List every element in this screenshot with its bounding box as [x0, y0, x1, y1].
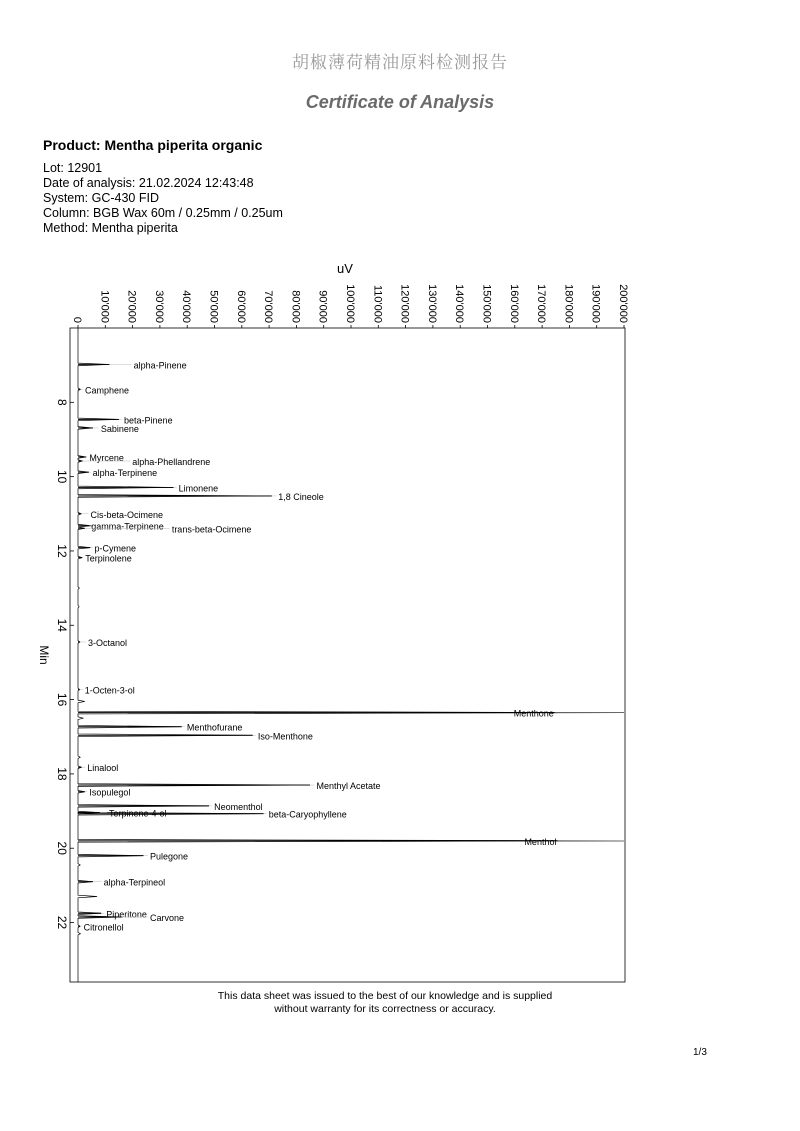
disclaimer-line-1: This data sheet was issued to the best of our knowledge and is supplied	[217, 990, 553, 1002]
x-tick-label: 150'000	[480, 284, 493, 323]
peak-label-3-octanol: 3-Octanol	[88, 637, 128, 648]
peak-label-carvone: Carvone	[149, 912, 185, 923]
analysis-date: Date of analysis: 21.02.2024 12:43:48	[43, 176, 254, 190]
certificate-subtitle: Certificate of Analysis	[305, 92, 495, 112]
x-tick-label: 70'000	[262, 290, 275, 323]
peak-label-cis-beta-ocimene: Cis-beta-Ocimene	[90, 509, 163, 520]
x-axis-ticks	[71, 284, 629, 328]
method-info: Method: Mentha piperita	[43, 221, 178, 235]
x-tick-label: 130'000	[425, 284, 438, 323]
peak-label-p-cymene: p-Cymene	[94, 543, 137, 554]
y-tick-label: 12	[55, 544, 69, 558]
peak-label-isopulegol: Isopulegol	[89, 787, 131, 798]
x-tick-label: 40'000	[180, 290, 193, 323]
peak-label-sabinene: Sabinene	[100, 423, 139, 434]
peak-label-trans-beta-ocimene: trans-beta-Ocimene	[171, 524, 252, 535]
x-tick-label: 0	[71, 316, 83, 323]
peak-label-beta-pinene: beta-Pinene	[124, 415, 173, 426]
peak-label-linalool: Linalool	[87, 763, 119, 774]
y-tick-label: 14	[55, 618, 69, 632]
peak-label-piperitone: Piperitone	[106, 909, 147, 920]
disclaimer	[0, 990, 770, 1016]
peak-label-camphene: Camphene	[85, 385, 130, 396]
page-number: 1/3	[693, 1047, 707, 1058]
lot-number: Lot: 12901	[43, 161, 103, 175]
y-tick-label: 8	[55, 398, 69, 406]
x-tick-label: 170'000	[535, 284, 548, 323]
peak-label-limonene: Limonene	[178, 483, 219, 494]
y-tick-label: 18	[55, 767, 69, 781]
peak-label-alpha-terpinene: alpha-Terpinene	[92, 468, 158, 479]
peak-label-citronellol: Citronellol	[83, 922, 124, 933]
x-tick-label: 200'000	[617, 284, 629, 323]
report-title: 胡椒薄荷精油原料检测报告	[292, 53, 508, 73]
y-tick-label: 20	[55, 841, 69, 855]
x-tick-label: 120'000	[398, 284, 411, 323]
peak-label-iso-menthone: Iso-Menthone	[257, 731, 313, 742]
x-axis-label: uV	[337, 261, 353, 276]
x-tick-label: 100'000	[344, 284, 356, 323]
system-info: System: GC-430 FID	[43, 191, 159, 205]
x-tick-label: 10'000	[98, 290, 111, 323]
y-axis-ticks	[55, 399, 74, 930]
x-tick-label: 190'000	[589, 284, 602, 323]
peak-label-alpha-terpineol: alpha-Terpineol	[103, 877, 166, 888]
peak-label-1-octen-3-ol: 1-Octen-3-ol	[84, 685, 135, 696]
peak-label-beta-caryophyllene: beta-Caryophyllene	[268, 809, 347, 820]
column-info: Column: BGB Wax 60m / 0.25mm / 0.25um	[43, 206, 283, 220]
peak-label-menthyl-acetate: Menthyl Acetate	[316, 781, 381, 792]
y-tick-label: 16	[55, 692, 69, 707]
peak-labels	[80, 360, 624, 932]
x-tick-label: 160'000	[507, 284, 520, 323]
x-tick-label: 180'000	[562, 284, 575, 323]
peak-label-terpinolene: Terpinolene	[85, 553, 132, 564]
product-name: Product: Mentha piperita organic	[43, 137, 263, 153]
x-tick-label: 50'000	[207, 290, 220, 323]
disclaimer-line-2: without warranty for its correctness or accuracy.	[274, 1003, 496, 1015]
x-tick-label: 140'000	[453, 284, 466, 323]
x-tick-label: 30'000	[152, 290, 165, 323]
x-tick-label: 60'000	[234, 290, 247, 323]
peak-label-menthol: Menthol	[524, 836, 557, 847]
peak-label-gamma-terpinene: gamma-Terpinene	[91, 521, 164, 532]
peak-label-pulegone: Pulegone	[149, 851, 189, 862]
peak-label-menthone: Menthone	[513, 708, 554, 719]
x-tick-label: 20'000	[125, 290, 138, 323]
peak-label-menthofurane: Menthofurane	[186, 722, 243, 733]
peak-label-terpinene-4-ol: Terpinene-4-ol	[109, 808, 167, 819]
peak-label-alpha-pinene: alpha-Pinene	[133, 360, 187, 371]
peak-label-neomenthol: Neomenthol	[214, 801, 263, 812]
y-axis-label: Min	[37, 645, 51, 665]
y-tick-label: 22	[55, 915, 69, 930]
peak-label-myrcene: Myrcene	[89, 452, 124, 463]
peak-label-1-8-cineole: 1,8 Cineole	[278, 491, 324, 502]
x-tick-label: 90'000	[316, 290, 329, 323]
x-tick-label: 80'000	[289, 290, 302, 323]
y-tick-label: 10	[55, 469, 69, 484]
peak-label-alpha-phellandrene: alpha-Phellandrene	[132, 457, 211, 468]
x-tick-label: 110'000	[371, 285, 384, 323]
